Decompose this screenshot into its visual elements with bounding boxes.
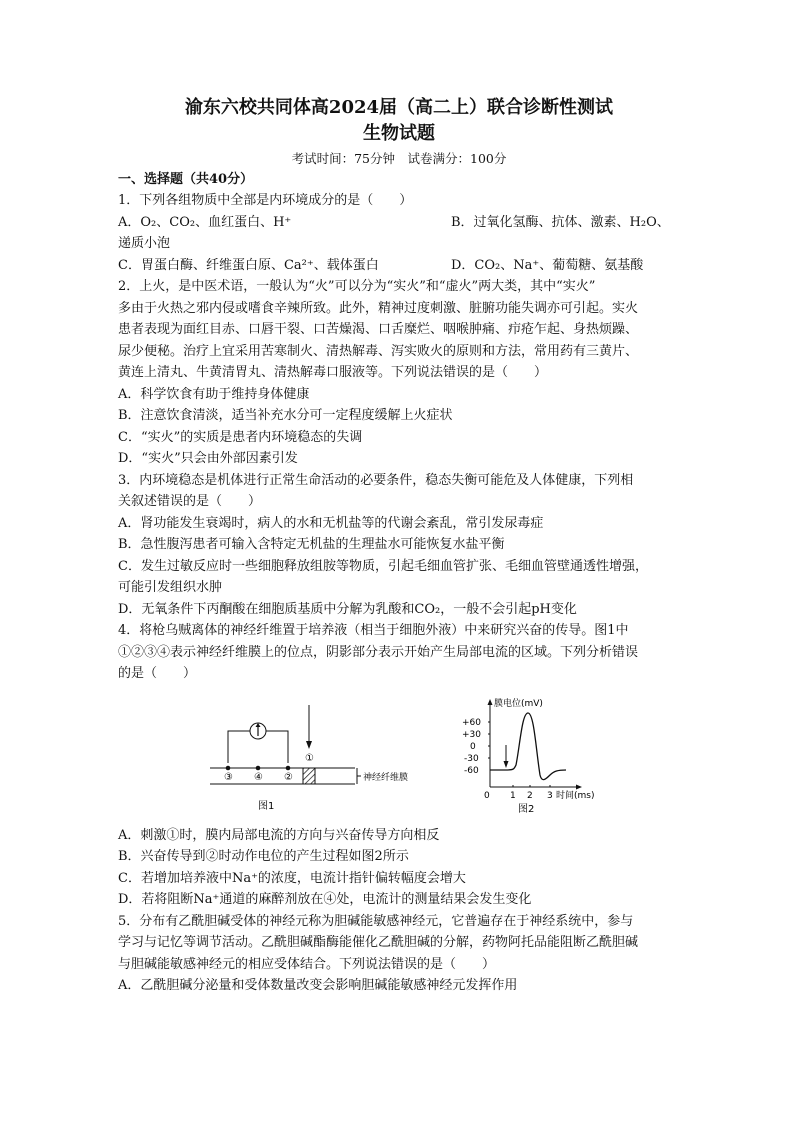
q2-line-2: 多由于火热之邪内侵或嗜食辛辣所致。此外，精神过度刺激、脏腑功能失调亦可引起。实火 <box>118 300 639 316</box>
q5-option-a: A．乙酰胆碱分泌量和受体数量改变会影响胆碱能敏感神经元发挥作用 <box>118 978 518 993</box>
xtick-label: 1 <box>510 790 516 801</box>
exam-title: 渝东六校共同体高2024届（高二上）联合诊断性测试 <box>184 97 614 118</box>
stimulus-arrow-icon <box>306 741 312 749</box>
q4-option-a: A．刺激①时，膜内局部电流的方向与兴奋传导方向相反 <box>118 827 440 843</box>
x-axis-arrow-icon <box>576 784 582 789</box>
figure-1-nerve-fiber <box>210 703 409 813</box>
ytick-label: 0 <box>470 741 476 752</box>
ytick-label: -30 <box>464 753 479 764</box>
point-4-label: ④ <box>254 771 263 783</box>
x-axis-label: 时间(ms) <box>556 790 595 801</box>
ytick-label: -60 <box>464 765 479 776</box>
q2-option-c: C．“实火”的实质是患者内环境稳态的失调 <box>118 429 363 445</box>
q2-option-b: B．注意饮食清淡，适当补充水分可一定程度缓解上火症状 <box>118 408 453 423</box>
figure-2-action-potential <box>458 695 634 815</box>
ytick-label: +30 <box>462 729 481 740</box>
local-current-region <box>303 768 315 784</box>
xtick-label: 0 <box>484 790 490 801</box>
section-heading: 一、选择题（共40分） <box>118 172 254 187</box>
point-4-dot <box>256 765 261 770</box>
q1-stem: 1．下列各组物质中全部是内环境成分的是（ ） <box>118 193 413 208</box>
point-3-dot <box>226 765 231 770</box>
xtick-label: 2 <box>527 790 533 801</box>
q3-option-c: C．发生过敏反应时一些细胞释放组胺等物质，引起毛细血管扩张、毛细血管壁通透性增强， <box>118 558 648 574</box>
point-2-label: ② <box>284 771 293 783</box>
q1-row-cd <box>118 255 680 277</box>
q1-option-a: A．O₂、CO₂、血红蛋白、H⁺ <box>118 214 292 230</box>
question-3 <box>118 470 680 621</box>
y-axis-label: 膜电位(mV) <box>494 698 543 709</box>
xtick-label: 3 <box>547 790 553 801</box>
q4-option-d: D．若将阻断Na⁺通道的麻醉剂放在④处，电流计的测量结果会发生变化 <box>118 892 532 907</box>
q4-line-3: 的是（ ） <box>118 666 197 681</box>
q1-option-b: B．过氧化氢酶、抗体、激素、H₂O、 <box>451 214 670 230</box>
q3-option-b: B．急性腹泻患者可输入含特定无机盐的生理盐水可能恢复水盐平衡 <box>118 537 505 552</box>
q1-option-c: C．胃蛋白酶、纤维蛋白原、Ca²⁺、载体蛋白 <box>118 257 379 273</box>
q3-line-2: 关叙述错误的是（ ） <box>118 494 262 509</box>
point-1-label: ① <box>305 752 314 764</box>
q2-line-1: 2．上火，是中医术语，一般认为“火”可以分为“实火”和“虚火”两大类，其中“实火” <box>118 279 596 294</box>
q3-option-a: A．肾功能发生衰竭时，病人的水和无机盐等的代谢会紊乱，常引发尿毒症 <box>118 515 544 531</box>
q2-line-3: 患者表现为面红目赤、口唇干裂、口苦燥渴、口舌糜烂、咽喉肿痛、疖疮乍起、身热烦躁、 <box>118 322 639 337</box>
q4-option-c: C．若增加培养液中Na⁺的浓度，电流计指针偏转幅度会增大 <box>118 870 466 886</box>
q3-option-d: D．无氧条件下丙酮酸在细胞质基质中分解为乳酸和CO₂，一般不会引起pH变化 <box>118 601 577 617</box>
q5-line-2: 学习与记忆等调节活动。乙酰胆碱酯酶能催化乙酰胆碱的分解，药物阿托品能阻断乙酰胆碱 <box>118 935 639 950</box>
galvanometer-wire-right <box>266 731 288 763</box>
ytick-label: +60 <box>462 717 481 728</box>
q5-line-1: 5．分布有乙酰胆碱受体的神经元称为胆碱能敏感神经元，它普遍存在于神经系统中，参与 <box>118 913 634 929</box>
q2-line-5: 黄连上清丸、牛黄清胃丸、清热解毒口服液等。下列说法错误的是（ ） <box>118 365 548 380</box>
question-5 <box>118 911 680 997</box>
figure-1-caption: 图1 <box>258 800 275 812</box>
q2-option-d: D．“实火”只会由外部因素引发 <box>118 451 298 466</box>
q1-row-ab <box>118 212 680 234</box>
y-axis-arrow-icon <box>488 699 493 705</box>
point-2-dot <box>286 765 291 770</box>
q4-option-b: B．兴奋传导到②时动作电位的产生过程如图2所示 <box>118 849 409 864</box>
q3-option-c-cont: 可能引发组织水肿 <box>118 580 223 595</box>
question-4 <box>118 620 680 911</box>
membrane-label: 神经纤维膜 <box>363 772 409 783</box>
question-1 <box>118 190 680 276</box>
exam-meta: 考试时间：75分钟 试卷满分：100分 <box>291 151 507 166</box>
exam-subtitle: 生物试题 <box>363 123 435 144</box>
q2-line-4: 尿少便秘。治疗上宜采用苦寒制火、清热解毒、泻实败火的原则和方法，常用药有三黄片、 <box>118 343 639 359</box>
figure-2-caption: 图2 <box>518 803 535 815</box>
question-2 <box>118 276 680 470</box>
q4-line-2: ①②③④表示神经纤维膜上的位点，阴影部分表示开始产生局部电流的区域。下列分析错误 <box>118 644 639 660</box>
point-3-label: ③ <box>224 771 233 783</box>
exam-page <box>118 96 680 997</box>
galvanometer-wire-left <box>228 731 250 763</box>
action-potential-curve <box>490 713 566 780</box>
q4-line-1: 4．将枪乌贼离体的神经纤维置于培养液（相当于细胞外液）中来研究兴奋的传导。图1中 <box>118 623 629 638</box>
q5-line-3: 与胆碱能敏感神经元的相应受体结合。下列说法错误的是（ ） <box>118 956 496 972</box>
q3-line-1: 3．内环境稳态是机体进行正常生命活动的必要条件，稳态失衡可能危及人体健康，下列相 <box>118 472 634 488</box>
stimulus-arrow-icon-2 <box>504 761 509 768</box>
q4-figures <box>118 693 680 821</box>
q1-option-b-cont: 递质小泡 <box>118 236 171 251</box>
q1-option-d: D．CO₂、Na⁺、葡萄糖、氨基酸 <box>451 257 644 273</box>
q2-option-a: A．科学饮食有助于维持身体健康 <box>118 386 310 402</box>
